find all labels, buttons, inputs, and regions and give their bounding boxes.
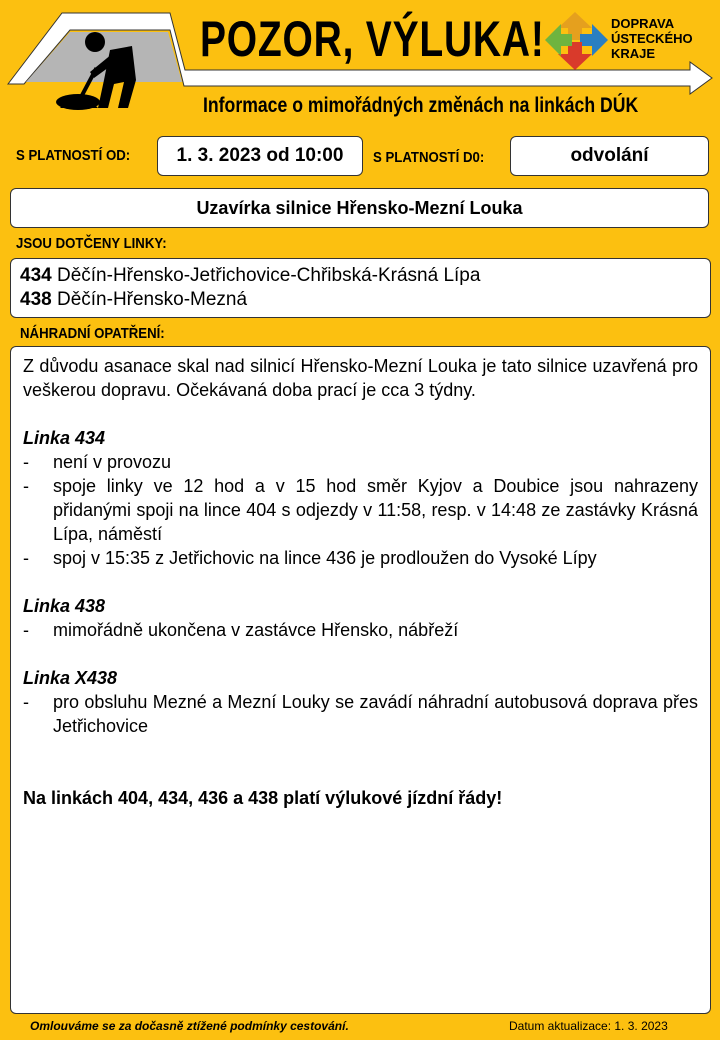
footer-updated: Datum aktualizace: 1. 3. 2023 <box>509 1019 668 1033</box>
bullet-dash: - <box>23 548 29 568</box>
bullet-dash: - <box>23 620 29 640</box>
measures-label: NÁHRADNÍ OPATŘENÍ: <box>20 325 165 342</box>
page-title: POZOR, VÝLUKA! <box>200 11 545 67</box>
affected-line-row <box>20 288 701 312</box>
valid-to-value: odvolání <box>570 145 649 166</box>
section-list-item <box>23 546 698 570</box>
duk-logo-icon <box>545 12 608 70</box>
list-item-text: spoj v 15:35 z Jetřichovic na lince 436 je prodloužen do Vysoké Lípy <box>53 548 597 568</box>
section-list-item <box>23 450 698 474</box>
valid-to-box <box>510 136 709 176</box>
notice-title-box <box>10 188 709 228</box>
logo-text-line-3: KRAJE <box>611 46 656 61</box>
affected-line-row <box>20 264 701 288</box>
valid-from-box <box>157 136 363 176</box>
section-list-item <box>23 474 698 546</box>
section-heading: Linka 434 <box>23 428 106 448</box>
line-number: 438 <box>20 289 52 310</box>
affected-lines-box <box>10 258 711 318</box>
footer-apology: Omlouváme se za dočasně ztížené podmínky cestování. <box>30 1019 349 1033</box>
list-item-text: spoje linky ve 12 hod a v 15 hod směr Kyjov a Doubice jsou nahrazeny přidanými spoji na lince 404 s odjezdy v 11:58, resp. v 14:48 ze zastávky Krásná Lípa, náměstí <box>53 476 698 544</box>
section-list-item <box>23 690 698 738</box>
line-route: Děčín-Hřensko-Jetřichovice-Chřibská-Krásná Lípa <box>56 265 481 286</box>
logo-text-line-1: DOPRAVA <box>611 16 675 31</box>
affected-lines-label: JSOU DOTČENY LINKY: <box>16 235 167 252</box>
bullet-dash: - <box>23 452 29 472</box>
valid-to-label: S PLATNOSTÍ D0: <box>373 149 485 166</box>
section-heading: Linka X438 <box>23 668 118 688</box>
section-heading: Linka 438 <box>23 596 106 616</box>
measures-closing: Na linkách 404, 434, 436 a 438 platí výlukové jízdní řády! <box>23 788 503 808</box>
valid-from-label: S PLATNOSTÍ OD: <box>16 147 131 164</box>
logo-text-line-2: ÚSTECKÉHO <box>611 31 693 46</box>
list-item-text: pro obsluhu Mezné a Mezní Louky se zavádí náhradní autobusová doprava přes Jetřichovice <box>53 692 698 736</box>
bullet-dash: - <box>23 692 29 712</box>
notice-title: Uzavírka silnice Hřensko-Mezní Louka <box>196 197 523 218</box>
line-number: 434 <box>20 265 52 286</box>
valid-from-value: 1. 3. 2023 od 10:00 <box>176 145 344 166</box>
page-subtitle: Informace o mimořádných změnách na linkách DÚK <box>203 94 639 117</box>
measures-sections <box>23 402 698 738</box>
list-item-text: mimořádně ukončena v zastávce Hřensko, nábřeží <box>53 620 459 640</box>
section-list-item <box>23 618 698 642</box>
measures-box <box>10 346 711 1014</box>
bullet-dash: - <box>23 476 29 496</box>
line-route: Děčín-Hřensko-Mezná <box>56 289 248 310</box>
list-item-text: není v provozu <box>53 452 172 472</box>
measures-intro: Z důvodu asanace skal nad silnicí Hřensko-Mezní Louka je tato silnice uzavřená pro veškerou dopravu. Očekávaná doba prací je cca 3 týdny. <box>23 356 698 400</box>
